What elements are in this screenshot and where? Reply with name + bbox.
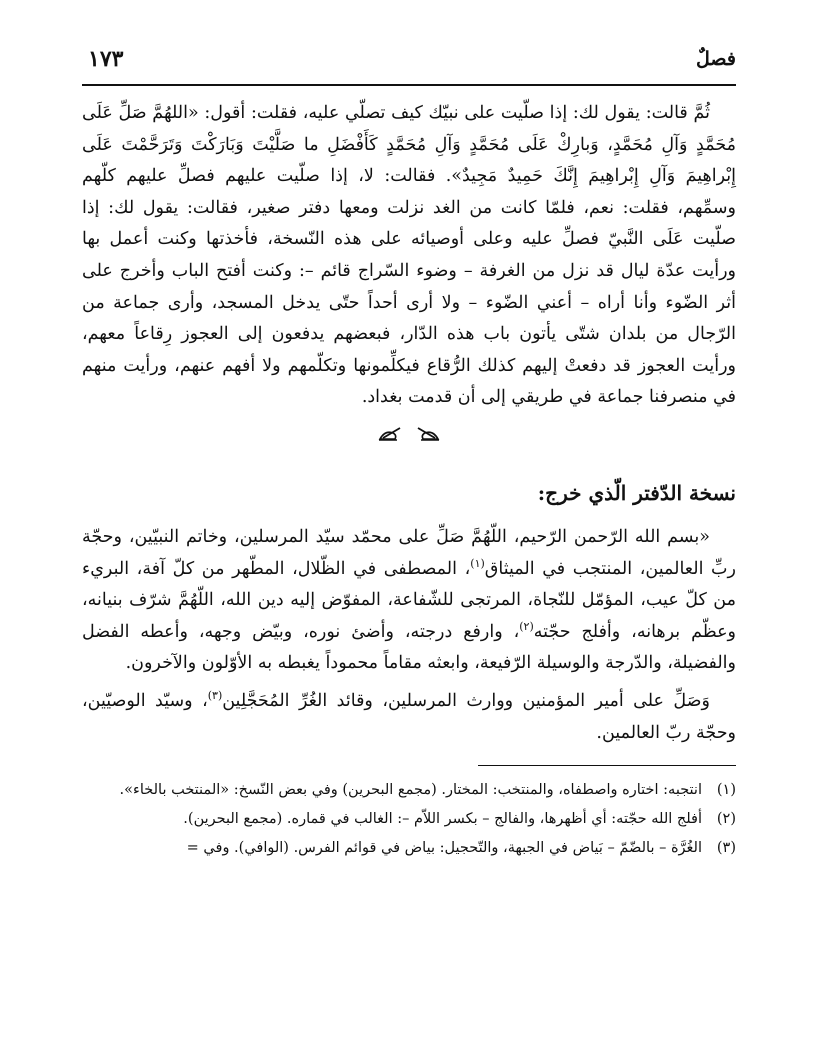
section-text (82, 522, 736, 749)
text-run: وَصَلِّ على أمير المؤمنين ووارث المرسلين، وقائد الغُرِّ المُحَجَّلِين (222, 690, 710, 711)
main-text (82, 98, 736, 414)
footnote-marker[interactable]: (١) (470, 556, 485, 570)
section-heading: نسخة الدّفتر الّذي خرج: (537, 480, 736, 505)
text-run: ، وارفع درجته، وأضئ نوره، وبيّض وجهه، وأعطه الفضل والفضيلة، والدّرجة والوسيلة الرّفيعة، وابعثه مقاماً محموداً يغبطه به الأوّلون والآخرون. (82, 621, 736, 674)
footnote-divider (478, 765, 736, 766)
text-run: ، المصطفى في الظّلال، المطّهر من كلّ آفة، البريء من كلّ عيب، المؤمّل للنّجاة، المرتجى للشّفاعة، المفوّض إليه دين الله، اللّهُمَّ شرّف بنيانه، وعظّم برهانه، وأفلج حجّته (82, 558, 736, 642)
section-paragraph (82, 686, 736, 749)
footnote-item (82, 807, 736, 832)
pen-ornament-icon (415, 426, 441, 442)
footnote-number: (١) (716, 782, 736, 799)
text-run: ، وسيّد الوصيّين، وحجّة ربّ العالمين. (82, 690, 736, 743)
footnote-text: انتجبه: اختاره واصطفاه، والمنتخب: المختار. (مجمع البحرين) وفي بعض النّسخ: «المنتخب بالخاء». (119, 782, 702, 799)
footnote-marker[interactable]: (٣) (207, 689, 223, 703)
footnote-number: (٣) (716, 840, 736, 857)
footnote-item (82, 836, 736, 861)
footnote-item (82, 778, 736, 803)
footnote-text: الغُرَّة – بالضّمّ – بَياض في الجبهة، والتّحجيل: بياض في قوائم الفرس. (الوافي). وفي = (186, 840, 702, 857)
footnotes (82, 778, 736, 861)
page-number: ١٧٣ (88, 46, 124, 72)
text-run: «بسم الله الرّحمن الرّحيم، اللّهُمَّ صَلِّ على محمّد سيّد المرسلين، وخاتم النبيّين، وحجّة ربِّ العالمين، المنتجب في الميثاق (82, 526, 736, 579)
footnote-number: (٢) (716, 811, 736, 828)
footnote-marker[interactable]: (٢) (519, 619, 534, 633)
book-page (82, 44, 736, 1039)
running-header (82, 44, 736, 86)
footnote-text: أفلج الله حجّته: أي أظهرها، والفالج – بكسر اللاّم –: الغالب في قماره. (مجمع البحرين). (183, 811, 702, 828)
body-paragraph: ثُمَّ قالت: يقول لك: إذا صلّيت على نبيّك كيف تصلّي عليه، فقلت: أقول: «اللهُمَّ صَلِّ عَلَى مُحَمَّدٍ وَآلِ مُحَمَّدٍ، وَبارِكْ عَلَى مُحَمَّدٍ وَآلِ مُحَمَّدٍ كَأَفْضَلِ ما صَلَّيْتَ وَبَارَكْتَ وَتَرَحَّمْتَ عَلَى إِبْراهِيمَ وَآلِ إِبْراهِيمَ إِنَّكَ حَمِيدٌ مَجِيدٌ». فقالت: لا، إذا صلّيت عليهم فصلِّ عليهم كلّهم وسمِّهم، فقلت: نعم، فلمّا كانت من الغد نزلت ومعها دفتر صغير، فقالت: يقول لك: إذا صلّيت عَلَى النَّبيّ فصلِّ عليه وعلى أوصيائه على هذه النّسخة، فأخذتها وكنت أعمل بها ورأيت عدّة ليال قد نزل من الغرفة – وضوء السّراج قائم –: وكنت أفتح الباب وأخرج على أثر الضّوء وأنا أراه – أعني الضّوء – ولا أرى أحداً حتّى يدخل المسجد، وأرى جماعة من الرّجال من بلدان شتّى يأتون باب هذه الدّار، فبعضهم يدفعون إلى العجوز رِقاعاً معهم، ورأيت العجوز قد دفعتْ إليهم كذلك الرُّقاع فيكلِّمونها وتكلّمهم ولا أفهم عنهم، ورأيت منهم في منصرفنا جماعة في طريقي إلى أن قدمت بغداد. (82, 103, 736, 408)
section-paragraph (82, 522, 736, 680)
chapter-title: فصلٌ (696, 48, 736, 70)
section-ornament (82, 424, 736, 456)
pen-ornament-icon (377, 426, 403, 442)
